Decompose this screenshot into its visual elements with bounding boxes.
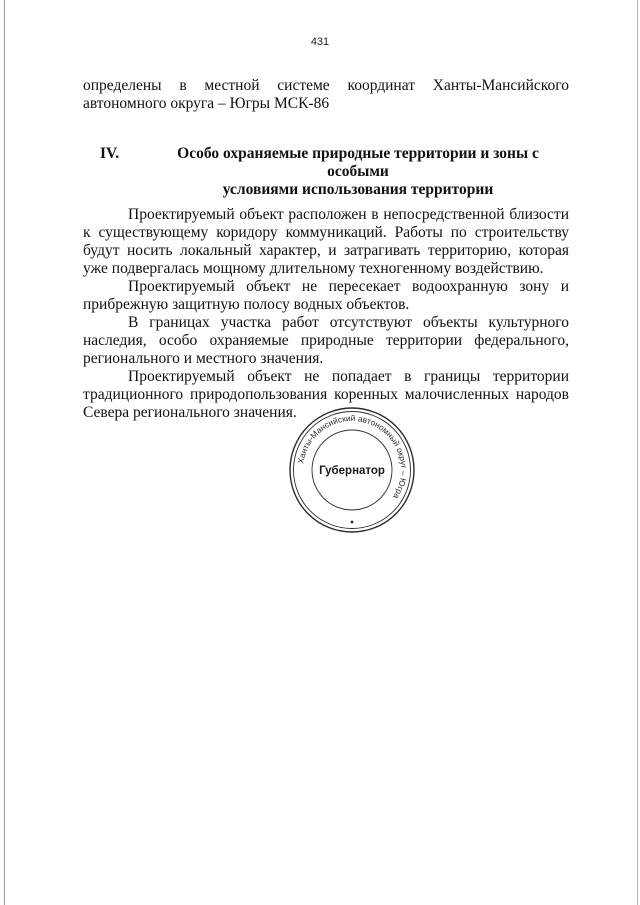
- section-title-line: Особо охраняемые природные территории и зоны с особыми: [177, 145, 539, 180]
- intro-line: автономного округа – Югры МСК-86: [83, 95, 330, 112]
- paragraph: Проектируемый объект расположен в непосредственной близости к существующему коридору коммуникаций. Работы по строительству будут носить локальный характер, и затрагивать территорию, которая уже подвергалась мощному длительному техногенному воздействию.: [83, 206, 569, 277]
- paragraph: В границах участка работ отсутствуют объекты культурного наследия, особо охраняемые природные территории федерального, регионального и местного значения.: [83, 314, 569, 367]
- seal-ring-text: Ханты-Мансийский автономный округ – Югра: [295, 412, 410, 501]
- intro-line: определены в местной системе координат Ханты-Мансийского: [83, 77, 569, 94]
- seal-dot-icon: [351, 521, 354, 524]
- page-edge-right: [637, 0, 638, 905]
- section-body: [83, 206, 569, 422]
- official-seal: [287, 405, 417, 535]
- page-edge-left: [4, 0, 5, 905]
- page-number: 431: [310, 36, 330, 48]
- section-number: IV.: [100, 145, 120, 162]
- seal-center-text: Губернатор: [319, 465, 385, 477]
- section-title-line: условиями использования территории: [222, 181, 494, 198]
- paragraph: Проектируемый объект не попадает в границы территории традиционного природопользования коренных малочисленных народов Севера регионального значения.: [83, 368, 569, 421]
- intro-text: [83, 77, 569, 113]
- section-title: [146, 145, 570, 199]
- paragraph: Проектируемый объект не пересекает водоохранную зону и прибрежную защитную полосу водных объектов.: [83, 278, 569, 313]
- section-heading: [100, 145, 570, 199]
